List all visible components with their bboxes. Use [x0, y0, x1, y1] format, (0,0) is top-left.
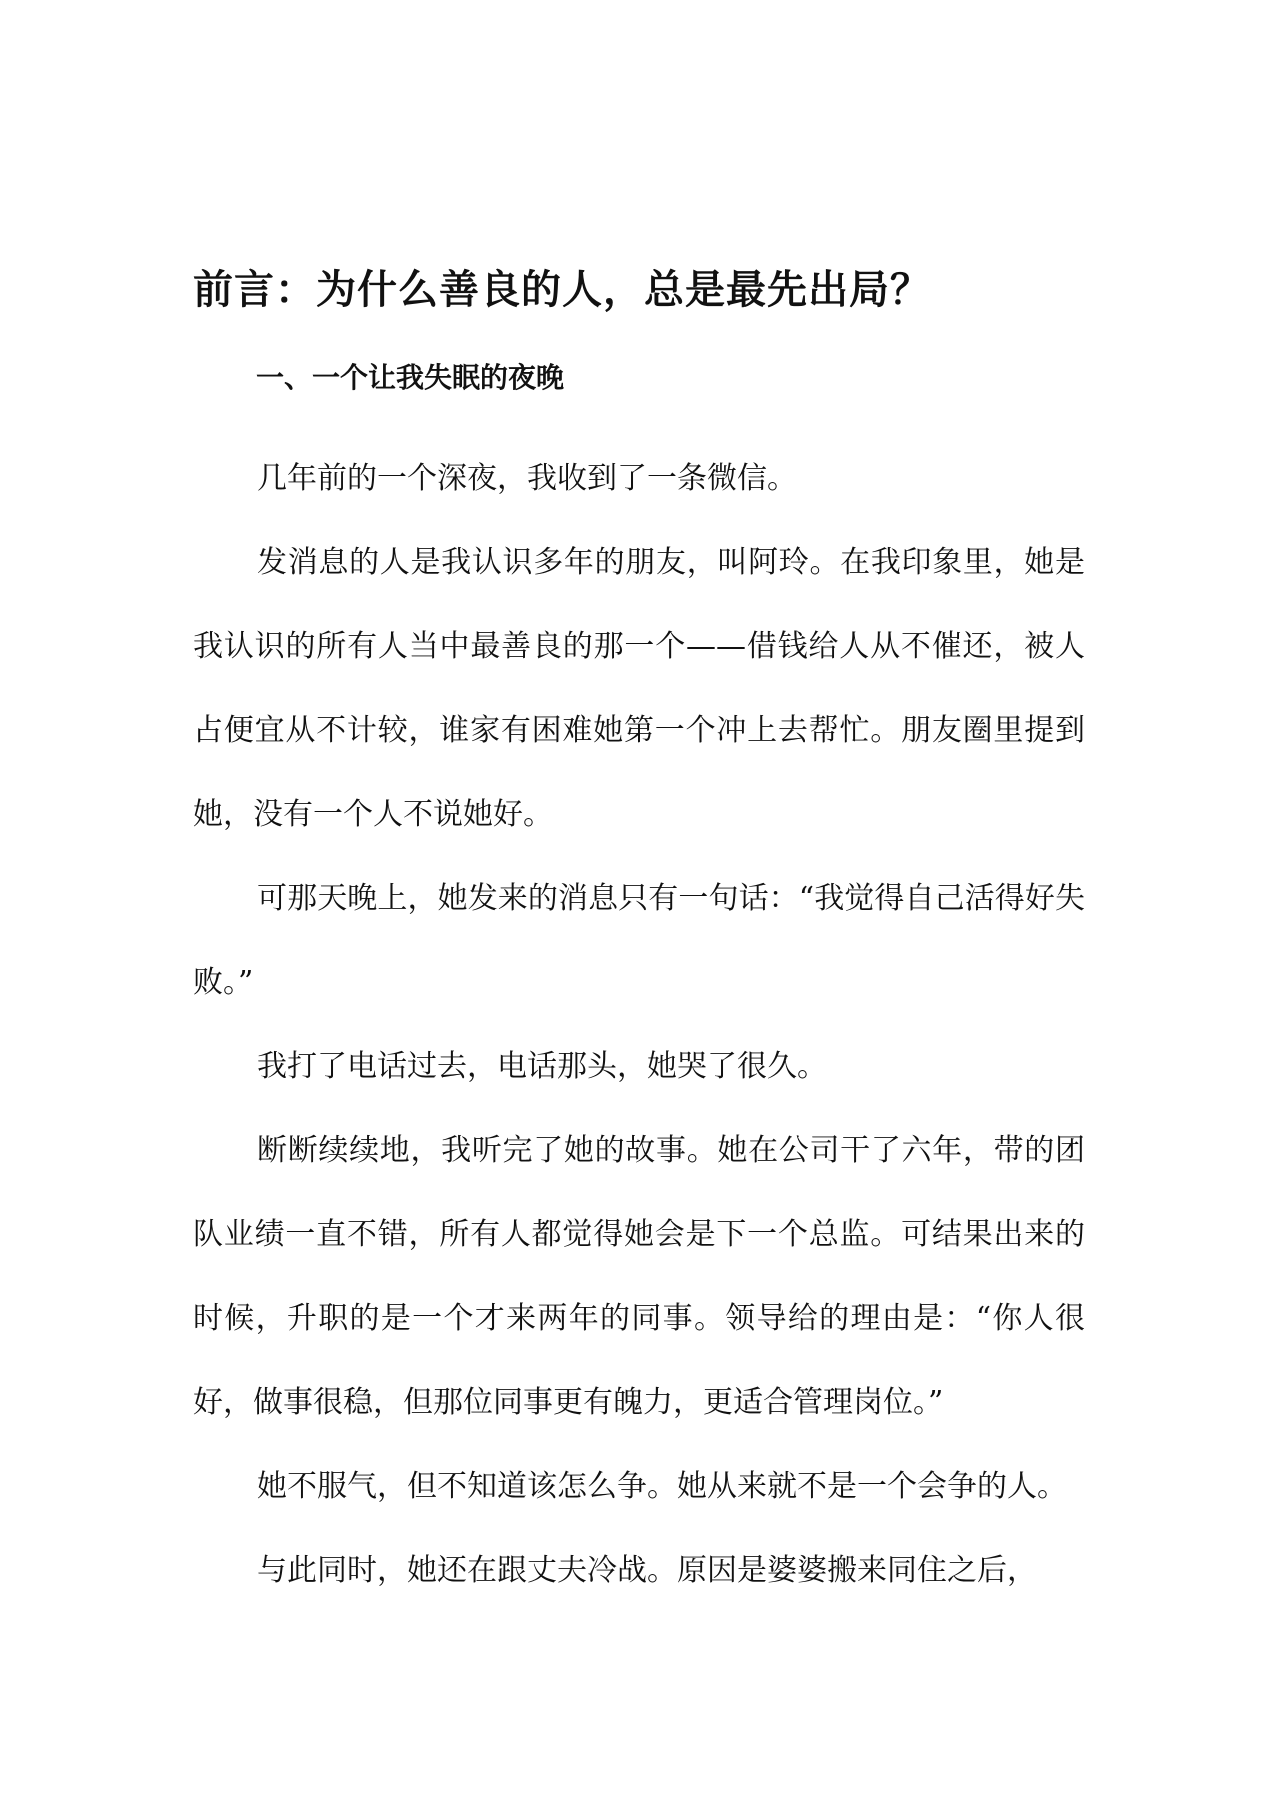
page-title: 前言：为什么善良的人，总是最先出局？	[193, 266, 931, 313]
paragraph: 发消息的人是我认识多年的朋友，叫阿玲。在我印象里，她是我认识的所有人当中最善良的那一个——借钱给人从不催还，被人占便宜从不计较，谁家有困难她第一个冲上去帮忙。朋友圈里提到她，没有一个人不说她好。	[193, 545, 1085, 832]
body-text	[193, 437, 1085, 1613]
paragraph: 我打了电话过去，电话那头，她哭了很久。	[257, 1049, 827, 1084]
paragraph: 她不服气，但不知道该怎么争。她从来就不是一个会争的人。	[257, 1469, 1067, 1504]
paragraph: 断断续续地，我听完了她的故事。她在公司干了六年，带的团队业绩一直不错，所有人都觉得她会是下一个总监。可结果出来的时候，升职的是一个才来两年的同事。领导给的理由是：“你人很好，做事很稳，但那位同事更有魄力，更适合管理岗位。”	[193, 1133, 1085, 1420]
section-heading: 一、一个让我失眠的夜晚	[256, 361, 565, 394]
paragraph: 可那天晚上，她发来的消息只有一句话：“我觉得自己活得好失败。”	[193, 881, 1085, 1000]
paragraph: 几年前的一个深夜，我收到了一条微信。	[257, 461, 797, 496]
paragraph: 与此同时，她还在跟丈夫冷战。原因是婆婆搬来同住之后，	[257, 1553, 1037, 1588]
